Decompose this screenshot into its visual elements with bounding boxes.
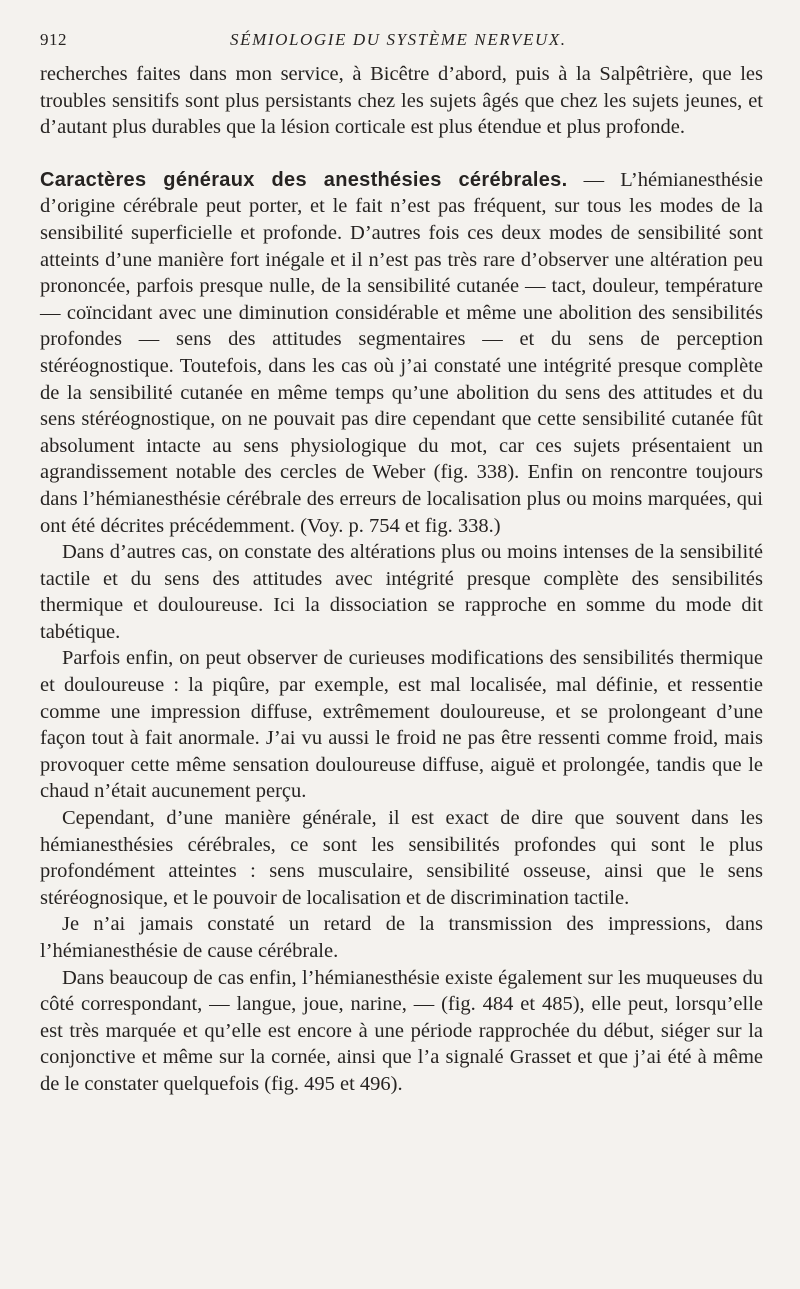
paragraph-general-characteristics [40, 167, 763, 539]
section-title: Caractères généraux des anesthésies cérébrales. [40, 168, 568, 191]
section-text: — L’hémianesthésie d’origine cérébrale peut porter, et le fait n’est pas fréquent, sur tous les modes de la sensibilité superficielle et profonde. D’autres fois ces deux modes de sensibilité sont atteints d’une manière fort inégale et il n’est pas très rare d’observer une altération peu prononcée, parfois presque nulle, de la sensibilité cutanée — tact, douleur, température — coïncidant avec une diminution considérable et même une abolition des sensibilités profondes — sens des attitudes segmentaires — et du sens de perception stéréognostique. Toutefois, dans les cas où j’ai constaté une intégrité presque complète de la sensibilité cutanée en même temps qu’une abolition du sens des attitudes et du sens stéréognostique, on ne pouvait pas dire cependant que cette sensibilité cutanée fût absolument intacte au sens physiologique du mot, car ces sujets présentaient un agrandissement notable des cercles de Weber (fig. 338). Enfin on rencontre toujours dans l’hémianesthésie cérébrale des erreurs de localisation plus ou moins marquées, qui ont été décrites précédemment. (Voy. p. 754 et fig. 338.) [40, 168, 763, 537]
paragraph-transmission-delay: Je n’ai jamais constaté un retard de la transmission des impressions, dans l’hémianesthésie de cause cérébrale. [40, 913, 763, 962]
paragraph-mucous-membranes: Dans beaucoup de cas enfin, l’hémianesthésie existe également sur les muqueuses du côté correspondant, — langue, joue, narine, — (fig. 484 et 485), elle peut, lorsqu’elle est très marquée et qu’elle est encore à une période rapprochée du début, siéger sur la conjonctive et même sur la cornée, ainsi que l’a signalé Grasset et que j’ai été à même de le constater quelquefois (fig. 495 et 496). [40, 966, 763, 1095]
paragraph-tactile-alterations: Dans d’autres cas, on constate des altérations plus ou moins intenses de la sensibilité tactile et du sens des attitudes avec intégrité presque complète des sensibilités thermique et douloureuse. Ici la dissociation se rapproche en somme du mode dit tabétique. [40, 541, 763, 643]
paragraph-deep-sensibilities: Cependant, d’une manière générale, il est exact de dire que souvent dans les hémianesthésies cérébrales, ce sont les sensibilités profondes qui sont le plus profondément atteintes : sens musculaire, sensibilité osseuse, ainsi que le sens stéréognosique, et le pouvoir de localisation et de discrimination tactile. [40, 807, 763, 909]
running-title: SÉMIOLOGIE DU SYSTÈME NERVEUX. [230, 30, 567, 49]
paragraph-continuation: recherches faites dans mon service, à Bicêtre d’abord, puis à la Salpêtrière, que les troubles sensitifs sont plus persistants chez les sujets âgés que chez les sujets jeunes, et d’autant plus durables que la lésion corticale est plus étendue et plus profonde. [40, 63, 763, 139]
paragraph-thermal-pain-modifications: Parfois enfin, on peut observer de curieuses modifications des sensibilités thermique et douloureuse : la piqûre, par exemple, est mal localisée, mal définie, et ressentie comme une impression diffuse, extrêmement douloureuse, et se prolongeant d’une façon tout à fait anormale. J’ai vu aussi le froid ne pas être ressenti comme froid, mais provoquer cette même sensation douloureuse diffuse, aiguë et prolongée, tandis que le chaud n’était aucunement perçu. [40, 647, 763, 803]
page-header [40, 30, 780, 54]
page-number: 912 [40, 30, 67, 49]
body-text [40, 61, 763, 1098]
